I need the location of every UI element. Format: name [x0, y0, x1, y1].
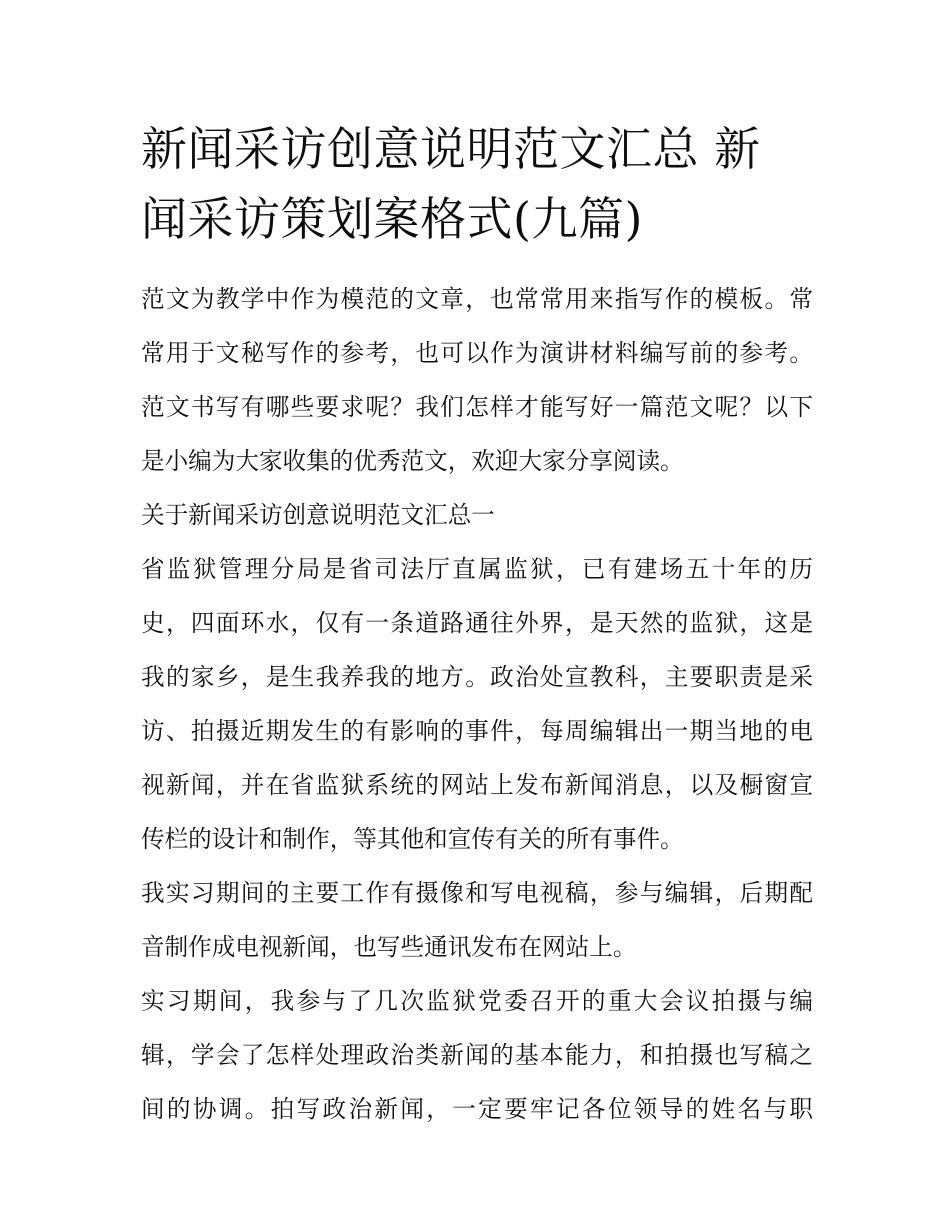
text-line: 我实习期间的主要工作有摄像和写电视稿，参与编辑，后期配	[141, 879, 813, 907]
internship-work-paragraph	[141, 866, 813, 974]
document-body	[141, 272, 813, 1136]
document-title	[141, 114, 813, 254]
text-line: 关于新闻采访创意说明范文汇总一	[141, 501, 495, 529]
internship-experience-paragraph	[141, 974, 813, 1136]
text-line: 音制作成电视新闻，也写些通讯发布在网站上。	[141, 933, 637, 961]
text-line: 传栏的设计和制作，等其他和宣传有关的所有事件。	[141, 825, 684, 853]
text-line: 辑，学会了怎样处理政治类新闻的基本能力，和拍摄也写稿之	[141, 1041, 813, 1069]
intro-paragraph	[141, 272, 813, 488]
prison-intro-paragraph	[141, 542, 813, 866]
section-heading	[141, 488, 813, 542]
text-line: 是小编为大家收集的优秀范文，欢迎大家分享阅读。	[141, 447, 684, 475]
text-line: 视新闻，并在省监狱系统的网站上发布新闻消息，以及橱窗宣	[141, 771, 813, 799]
text-line: 我的家乡，是生我养我的地方。政治处宣教科，主要职责是采	[141, 663, 813, 691]
text-line: 实习期间，我参与了几次监狱党委召开的重大会议拍摄与编	[141, 987, 813, 1015]
text-line: 省监狱管理分局是省司法厅直属监狱，已有建场五十年的历	[141, 555, 813, 583]
title-line: 闻采访策划案格式(九篇)	[141, 192, 643, 246]
title-line: 新闻采访创意说明范文汇总 新	[141, 122, 761, 176]
text-line: 史，四面环水，仅有一条道路通往外界，是天然的监狱，这是	[141, 609, 813, 637]
text-line: 间的协调。拍写政治新闻，一定要牢记各位领导的姓名与职	[141, 1095, 813, 1123]
text-line: 范文书写有哪些要求呢？我们怎样才能写好一篇范文呢？以下	[141, 393, 813, 421]
text-line: 常用于文秘写作的参考，也可以作为演讲材料编写前的参考。	[141, 339, 813, 367]
document-content	[141, 114, 813, 1136]
text-line: 访、拍摄近期发生的有影响的事件，每周编辑出一期当地的电	[141, 717, 813, 745]
text-line: 范文为教学中作为模范的文章，也常常用来指写作的模板。常	[141, 285, 813, 313]
